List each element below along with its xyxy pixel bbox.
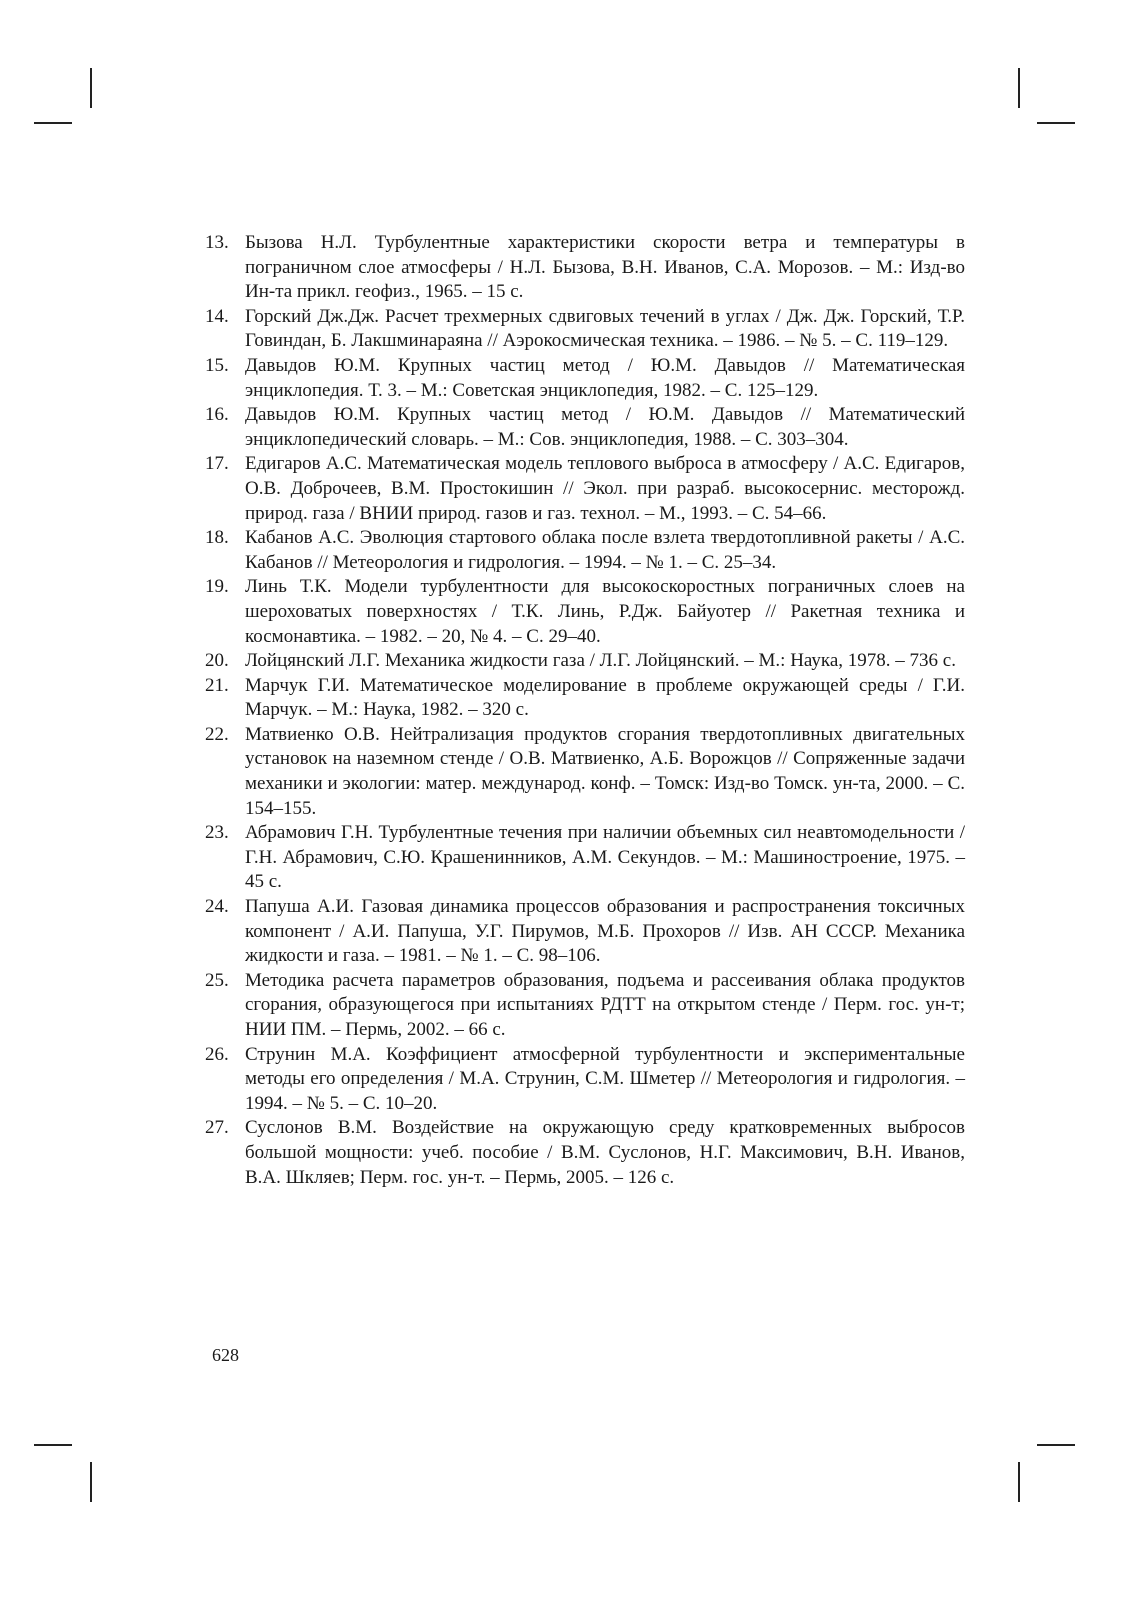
reference-item <box>205 1043 965 1117</box>
reference-text: Суслонов В.М. Воздействие на окружающую среду кратковременных выбросов большой мощности: учеб. пособие / В.М. Суслонов, Н.Г. Максимович, В.Н. Иванов, В.А. Шкляев; Перм. гос. ун-т. – Пермь, 2005. – 126 с. <box>245 1117 965 1188</box>
reference-text: Папуша А.И. Газовая динамика процессов образования и распространения токсичных компонент / А.И. Папуша, У.Г. Пирумов, М.Б. Прохоров // Изв. АН СССР. Механика жидкости и газа. – 1981. – № 1. – С. 98–106. <box>245 896 965 967</box>
reference-text: Лойцянский Л.Г. Механика жидкости газа / Л.Г. Лойцянский. – М.: Наука, 1978. – 736 с. <box>245 650 956 672</box>
reference-text: Методика расчета параметров образования, подъема и рассеивания облака продуктов сгорания, образующегося при испытаниях РДТТ на открытом стенде / Перм. гос. ун-т; НИИ ПМ. – Пермь, 2002. – 66 с. <box>245 969 965 1040</box>
crop-mark-bottom-right-horizontal <box>1037 1444 1075 1446</box>
reference-item <box>205 452 965 526</box>
reference-item <box>205 575 965 649</box>
reference-text: Струнин М.А. Коэффициент атмосферной турбулентности и экспериментальные методы его определения / М.А. Струнин, С.М. Шметер // Метеорология и гидрология. – 1994. – № 5. – С. 10–20. <box>245 1043 965 1114</box>
reference-number: 13. <box>205 232 229 253</box>
reference-number: 23. <box>205 822 229 844</box>
reference-item <box>205 969 965 1043</box>
reference-item <box>205 403 965 452</box>
reference-number: 17. <box>205 453 229 475</box>
reference-number: 21. <box>205 674 229 696</box>
crop-mark-top-left-horizontal <box>34 122 72 124</box>
crop-mark-top-right-horizontal <box>1037 122 1075 124</box>
reference-item <box>205 674 965 723</box>
reference-text: Давыдов Ю.М. Крупных частиц метод / Ю.М. Давыдов // Математический энциклопедический словарь. – М.: Сов. энциклопедия, 1988. – С. 303–304. <box>245 404 965 450</box>
reference-text: Марчук Г.И. Математическое моделирование в проблеме окружающей среды / Г.И. Марчук. – М.: Наука, 1982. – 320 с. <box>245 674 965 721</box>
reference-number: 15. <box>205 354 229 376</box>
reference-number: 22. <box>205 723 229 745</box>
reference-number: 20. <box>205 650 229 672</box>
reference-number: 27. <box>205 1117 229 1139</box>
reference-text: Абрамович Г.Н. Турбулентные течения при наличии объемных сил неавтомодельности / Г.Н. Абрамович, С.Ю. Крашенинников, А.М. Секундов. – М.: Машиностроение, 1975. – 45 с. <box>245 822 965 893</box>
reference-number: 18. <box>205 527 229 549</box>
reference-item <box>205 895 965 969</box>
reference-number: 14. <box>205 305 229 327</box>
reference-item <box>205 723 965 821</box>
reference-text: Едигаров А.С. Математическая модель теплового выброса в атмосферу / А.С. Едигаров, О.В. Доброчеев, В.М. Простокишин // Экол. при разраб. высокосернис. месторожд. природ. газа / ВНИИ природ. газов и газ. технол. – М., 1993. – С. 54–66. <box>245 453 965 524</box>
reference-text: Матвиенко О.В. Нейтрализация продуктов сгорания твердотопливных двигательных установок на наземном стенде / О.В. Матвиенко, А.Б. Ворожцов // Сопряженные задачи механики и экологии: матер. международ. конф. – Томск: Изд-во Томск. ун-та, 2000. – С. 154–155. <box>245 723 965 819</box>
reference-number: 16. <box>205 404 229 426</box>
crop-mark-bottom-left-horizontal <box>34 1444 72 1446</box>
reference-item <box>205 1116 965 1190</box>
reference-number: 19. <box>205 576 229 598</box>
reference-text: Бызова Н.Л. Турбулентные характеристики скорости ветра и температуры в пограничном слое атмосферы / Н.Л. Бызова, В.Н. Иванов, С.А. Морозов. – М.: Изд-во Ин-та прикл. геофиз., 1965. – 15 с. <box>245 232 965 303</box>
crop-mark-bottom-right-vertical <box>1018 1462 1020 1502</box>
reference-text: Кабанов А.С. Эволюция стартового облака после взлета твердотопливной ракеты / А.С. Кабанов // Метеорология и гидрология. – 1994. – № 1. – С. 25–34. <box>245 527 965 573</box>
reference-item <box>205 305 965 354</box>
reference-list <box>205 231 965 1190</box>
crop-mark-top-left-vertical <box>90 68 92 108</box>
reference-text: Горский Дж.Дж. Расчет трехмерных сдвиговых течений в углах / Дж. Дж. Горский, Т.Р. Говиндан, Б. Лакшминараяна // Аэрокосмическая техника. – 1986. – № 5. – С. 119–129. <box>245 305 965 352</box>
reference-item <box>205 231 965 305</box>
reference-text: Давыдов Ю.М. Крупных частиц метод / Ю.М. Давыдов // Математическая энциклопедия. Т. 3. – М.: Советская энциклопедия, 1982. – С. 125–129. <box>245 354 965 401</box>
reference-item <box>205 821 965 895</box>
reference-number: 26. <box>205 1043 229 1065</box>
crop-mark-bottom-left-vertical <box>90 1462 92 1502</box>
crop-mark-top-right-vertical <box>1018 68 1020 108</box>
reference-number: 25. <box>205 969 229 991</box>
reference-item <box>205 526 965 575</box>
reference-number: 24. <box>205 896 229 918</box>
reference-item <box>205 354 965 403</box>
page-number: 628 <box>212 1345 239 1365</box>
reference-item <box>205 649 965 674</box>
reference-text: Линь Т.К. Модели турбулентности для высокоскоростных пограничных слоев на шероховатых поверхностях / Т.К. Линь, Р.Дж. Байуотер // Ракетная техника и космонавтика. – 1982. – 20, № 4. – С. 29–40. <box>245 576 965 647</box>
